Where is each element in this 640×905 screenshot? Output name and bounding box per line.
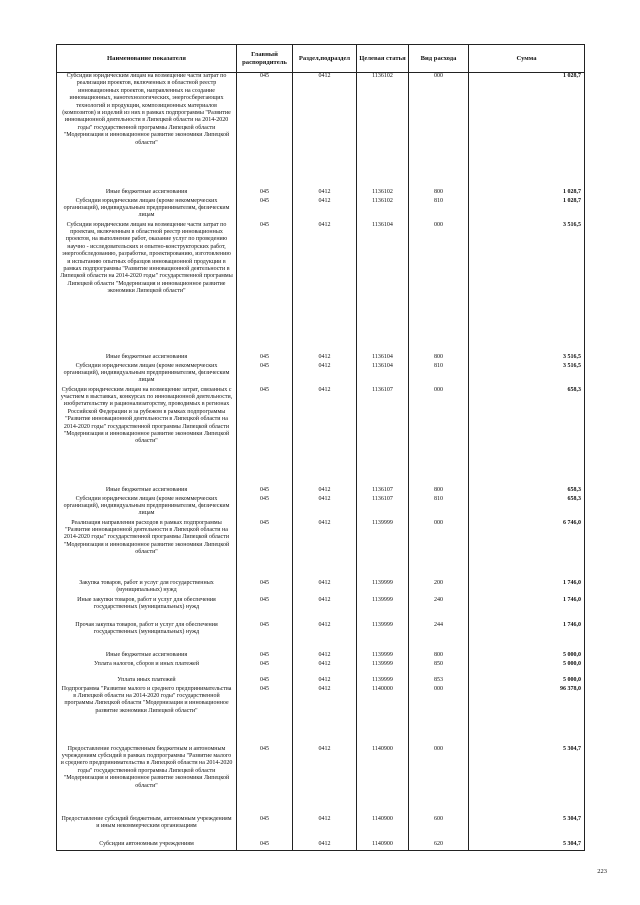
row-section: 0412 [293, 387, 357, 487]
row-name: Иные бюджетные ассигнования [57, 487, 237, 496]
row-admin: 045 [237, 597, 293, 622]
row-name: Субсидии юридическим лицам на возмещение части затрат по реализации проектов, включенных в областной реестр инновационных проектов, направленных на создание инновационных, нанотехнологических, энергосберегающих технологий и продукции, композиционных материалов (композитов) и изделий из них в рамках подпрограммы "Развитие инновационной деятельности в Липецкой области на 2014-2020 годы" государственной программы Липецкой области "Модернизация и инновационное развитие экономики Липецкой области" [57, 73, 237, 189]
row-section: 0412 [293, 746, 357, 816]
row-section: 0412 [293, 222, 357, 354]
row-name: Уплата налогов, сборов и иных платежей [57, 661, 237, 677]
table-row [57, 198, 585, 222]
table-row [57, 520, 585, 580]
row-admin: 045 [237, 580, 293, 597]
header-admin: Главный распорядитель [237, 45, 293, 73]
row-target: 1140000 [357, 686, 409, 746]
row-admin: 045 [237, 189, 293, 198]
budget-table [56, 44, 585, 851]
row-target: 1139999 [357, 661, 409, 677]
table-row [57, 652, 585, 661]
row-target: 1139999 [357, 622, 409, 652]
row-section: 0412 [293, 580, 357, 597]
row-name: Реализация направления расходов в рамках подпрограммы "Развитие инновационной деятельности в Липецкой области на 2014-2020 годы" государственной программы Липецкой области "Модернизация и инновационное развитие экономики Липецкой области" [57, 520, 237, 580]
row-expense-type: 810 [409, 198, 469, 222]
table-row [57, 816, 585, 841]
table-row [57, 746, 585, 816]
table-row [57, 677, 585, 686]
row-section: 0412 [293, 597, 357, 622]
row-section: 0412 [293, 189, 357, 198]
header-amount: Сумма [469, 45, 585, 73]
row-admin: 045 [237, 661, 293, 677]
row-target: 1139999 [357, 677, 409, 686]
row-expense-type: 810 [409, 363, 469, 387]
row-amount: 5 304,7 [469, 746, 585, 816]
row-name: Иные закупки товаров, работ и услуг для обеспечения государственных (муниципальных) нужд [57, 597, 237, 622]
row-name: Прочая закупка товаров, работ и услуг для обеспечения государственных (муниципальных) нужд [57, 622, 237, 652]
row-amount: 5 000,0 [469, 661, 585, 677]
table-row [57, 841, 585, 851]
row-amount: 5 000,0 [469, 677, 585, 686]
row-name: Субсидии юридическим лицам (кроме некоммерческих организаций), индивидуальным предпринимателям, физическим лицам [57, 363, 237, 387]
row-target: 1136107 [357, 387, 409, 487]
row-target: 1140900 [357, 746, 409, 816]
row-amount: 1 028,7 [469, 189, 585, 198]
row-amount: 1 028,7 [469, 198, 585, 222]
row-section: 0412 [293, 652, 357, 661]
row-admin: 045 [237, 363, 293, 387]
table-row [57, 622, 585, 652]
row-amount: 5 304,7 [469, 841, 585, 851]
row-admin: 045 [237, 387, 293, 487]
row-expense-type: 620 [409, 841, 469, 851]
row-admin: 045 [237, 816, 293, 841]
row-amount: 658,3 [469, 496, 585, 520]
table-row [57, 73, 585, 189]
row-target: 1140900 [357, 841, 409, 851]
row-target: 1139999 [357, 580, 409, 597]
row-name: Субсидии юридическим лицам на возмещение затрат, связанных с участием в выставках, конкурсах по инновационной деятельности, изобретательству и рационализаторству, проводимых в регионах Российской Федерации и за рубежом в рамках подпрограммы "Развитие инновационной деятельности в Липецкой области на 2014-2020 годы" государственной программы Липецкой области "Модернизация и инновационное развитие экономики Липецкой области" [57, 387, 237, 487]
table-row [57, 496, 585, 520]
row-target: 1136102 [357, 73, 409, 189]
row-name: Закупка товаров, работ и услуг для государственных (муниципальных) нужд [57, 580, 237, 597]
row-amount: 6 746,0 [469, 520, 585, 580]
table-header-row [57, 45, 585, 73]
row-expense-type: 000 [409, 222, 469, 354]
header-target: Целевая статья [357, 45, 409, 73]
row-target: 1139999 [357, 520, 409, 580]
row-section: 0412 [293, 520, 357, 580]
row-admin: 045 [237, 677, 293, 686]
row-section: 0412 [293, 198, 357, 222]
row-target: 1139999 [357, 652, 409, 661]
row-expense-type: 000 [409, 686, 469, 746]
row-admin: 045 [237, 222, 293, 354]
row-admin: 045 [237, 622, 293, 652]
table-row [57, 597, 585, 622]
row-target: 1136104 [357, 354, 409, 363]
row-expense-type: 800 [409, 652, 469, 661]
row-expense-type: 800 [409, 189, 469, 198]
row-target: 1136107 [357, 487, 409, 496]
row-section: 0412 [293, 686, 357, 746]
row-amount: 5 000,0 [469, 652, 585, 661]
row-target: 1136102 [357, 189, 409, 198]
row-expense-type: 000 [409, 520, 469, 580]
row-admin: 045 [237, 652, 293, 661]
table-row [57, 661, 585, 677]
row-expense-type: 244 [409, 622, 469, 652]
table-row [57, 222, 585, 354]
row-admin: 045 [237, 841, 293, 851]
row-admin: 045 [237, 686, 293, 746]
row-admin: 045 [237, 520, 293, 580]
table-row [57, 354, 585, 363]
row-target: 1136104 [357, 363, 409, 387]
table-row [57, 189, 585, 198]
header-name: Наименование показателя [57, 45, 237, 73]
row-amount: 1 746,0 [469, 597, 585, 622]
table-row [57, 487, 585, 496]
table-row [57, 387, 585, 487]
row-admin: 045 [237, 487, 293, 496]
header-section: Раздел,подраздел [293, 45, 357, 73]
row-expense-type: 600 [409, 816, 469, 841]
row-amount: 1 746,0 [469, 622, 585, 652]
row-amount: 1 028,7 [469, 73, 585, 189]
row-name: Иные бюджетные ассигнования [57, 189, 237, 198]
row-name: Уплата иных платежей [57, 677, 237, 686]
row-name: Иные бюджетные ассигнования [57, 354, 237, 363]
row-expense-type: 000 [409, 387, 469, 487]
row-expense-type: 000 [409, 746, 469, 816]
header-expense-type: Вид расхода [409, 45, 469, 73]
row-admin: 045 [237, 746, 293, 816]
row-section: 0412 [293, 354, 357, 363]
table-row [57, 580, 585, 597]
row-expense-type: 850 [409, 661, 469, 677]
row-amount: 3 516,5 [469, 363, 585, 387]
row-amount: 3 516,5 [469, 222, 585, 354]
row-amount: 658,3 [469, 487, 585, 496]
row-name: Предоставление государственным бюджетным и автономным учреждениям субсидий в рамках подпрограммы "Развитие малого и среднего предпринимательства в Липецкой области на 2014-2020 годы" государственной программы Липецкой области "Модернизация и инновационное развитие экономики Липецкой области" [57, 746, 237, 816]
row-section: 0412 [293, 622, 357, 652]
row-amount: 1 746,0 [469, 580, 585, 597]
row-expense-type: 200 [409, 580, 469, 597]
row-target: 1139999 [357, 597, 409, 622]
row-section: 0412 [293, 677, 357, 686]
row-admin: 045 [237, 354, 293, 363]
row-section: 0412 [293, 496, 357, 520]
row-expense-type: 800 [409, 354, 469, 363]
row-target: 1136102 [357, 198, 409, 222]
row-section: 0412 [293, 661, 357, 677]
page-number: 223 [597, 868, 607, 875]
row-amount: 5 304,7 [469, 816, 585, 841]
row-name: Субсидии автономным учреждениям [57, 841, 237, 851]
row-name: Иные бюджетные ассигнования [57, 652, 237, 661]
row-section: 0412 [293, 816, 357, 841]
row-name: Предоставление субсидий бюджетным, автономным учреждениям и иным некоммерческим организациям [57, 816, 237, 841]
row-expense-type: 853 [409, 677, 469, 686]
row-section: 0412 [293, 363, 357, 387]
row-name: Субсидии юридическим лицам на возмещение части затрат по проектам, включенным в областной реестр инновационных проектов, на выполнение работ, оказание услуг по проведению научно - исследовательских и опытно-конструкторских работ, энергообследованию, разработке, проектированию, изготовлению и испытанию опытных образцов инновационной продукции в рамках подпрограммы "Развитие инновационной деятельности в Липецкой области на 2014-2020 годы" государственной программы Липецкой области "Модернизация и инновационное развитие экономики Липецкой области" [57, 222, 237, 354]
row-section: 0412 [293, 487, 357, 496]
row-amount: 658,3 [469, 387, 585, 487]
row-name: Субсидии юридическим лицам (кроме некоммерческих организаций), индивидуальным предпринимателям, физическим лицам [57, 198, 237, 222]
row-target: 1140900 [357, 816, 409, 841]
row-expense-type: 000 [409, 73, 469, 189]
row-admin: 045 [237, 496, 293, 520]
row-section: 0412 [293, 73, 357, 189]
row-target: 1136104 [357, 222, 409, 354]
row-expense-type: 240 [409, 597, 469, 622]
row-section: 0412 [293, 841, 357, 851]
row-amount: 3 516,5 [469, 354, 585, 363]
row-expense-type: 800 [409, 487, 469, 496]
row-expense-type: 810 [409, 496, 469, 520]
row-name: Подпрограмма "Развитие малого и среднего предпринимательства в Липецкой области на 2014-2020 годы" государственной программы Липецкой области "Модернизация и инновационное развитие экономики Липецкой области" [57, 686, 237, 746]
row-target: 1136107 [357, 496, 409, 520]
row-name: Субсидии юридическим лицам (кроме некоммерческих организаций), индивидуальным предпринимателям, физическим лицам [57, 496, 237, 520]
row-admin: 045 [237, 73, 293, 189]
row-admin: 045 [237, 198, 293, 222]
row-amount: 96 378,0 [469, 686, 585, 746]
table-row [57, 363, 585, 387]
table-row [57, 686, 585, 746]
